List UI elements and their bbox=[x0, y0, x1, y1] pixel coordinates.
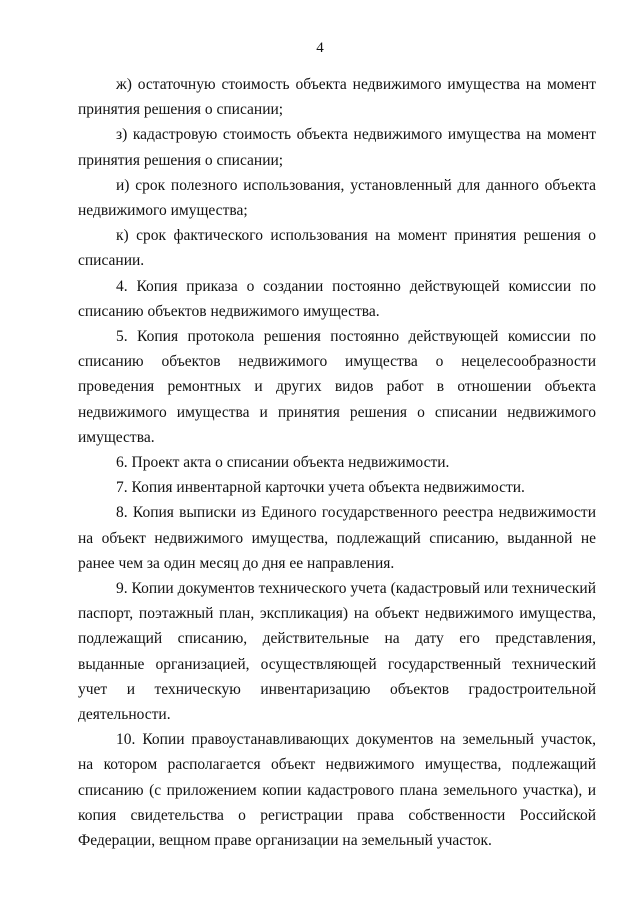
paragraph-item-i: и) срок полезного использования, установленный для данного объекта недвижимого имущества; bbox=[78, 176, 596, 220]
page-number: 4 bbox=[316, 40, 324, 56]
paragraph-10: 10. Копии правоустанавливающих документов на земельный участок, на котором располагается объект недвижимого имущества, подлежащий списанию (с приложением копии кадастрового плана земельного участка), и копия свидетельства о регистрации права собственности Российской Федерации, вещном праве организации на земельный участок. bbox=[78, 731, 596, 850]
paragraph-7: 7. Копия инвентарной карточки учета объекта недвижимости. bbox=[116, 479, 525, 497]
paragraph-9: 9. Копии документов технического учета (кадастровый или технический паспорт, поэтажный план, экспликация) на объект недвижимого имущества, подлежащий списанию, действительные на дату его представления, выданные организацией, осуществляющей государственный технический учет и техническую инвентаризацию объектов градостроительной деятельности. bbox=[78, 580, 596, 724]
paragraph-5: 5. Копия протокола решения постоянно действующей комиссии по списанию объектов недвижимого имущества о нецелесообразности проведения ремонтных и других видов работ в отношении объекта недвижимого имущества и принятия решения о списании недвижимого имущества. bbox=[78, 328, 596, 446]
document-body bbox=[78, 72, 596, 853]
paragraph-6: 6. Проект акта о списании объекта недвижимости. bbox=[116, 454, 450, 472]
paragraph-item-k: к) срок фактического использования на момент принятия решения о списании. bbox=[78, 227, 596, 270]
paragraph-4: 4. Копия приказа о создании постоянно действующей комиссии по списанию объектов недвижимого имущества. bbox=[78, 277, 596, 320]
paragraph-8: 8. Копия выписки из Единого государственного реестра недвижимости на объект недвижимого имущества, подлежащий списанию, выданной не ранее чем за один месяц до дня ее направления. bbox=[78, 504, 596, 572]
paragraph-item-z: з) кадастровую стоимость объекта недвижимого имущества на момент принятия решения о списании; bbox=[78, 126, 596, 169]
paragraph-item-zh: ж) остаточную стоимость объекта недвижимого имущества на момент принятия решения о списании; bbox=[78, 76, 596, 119]
